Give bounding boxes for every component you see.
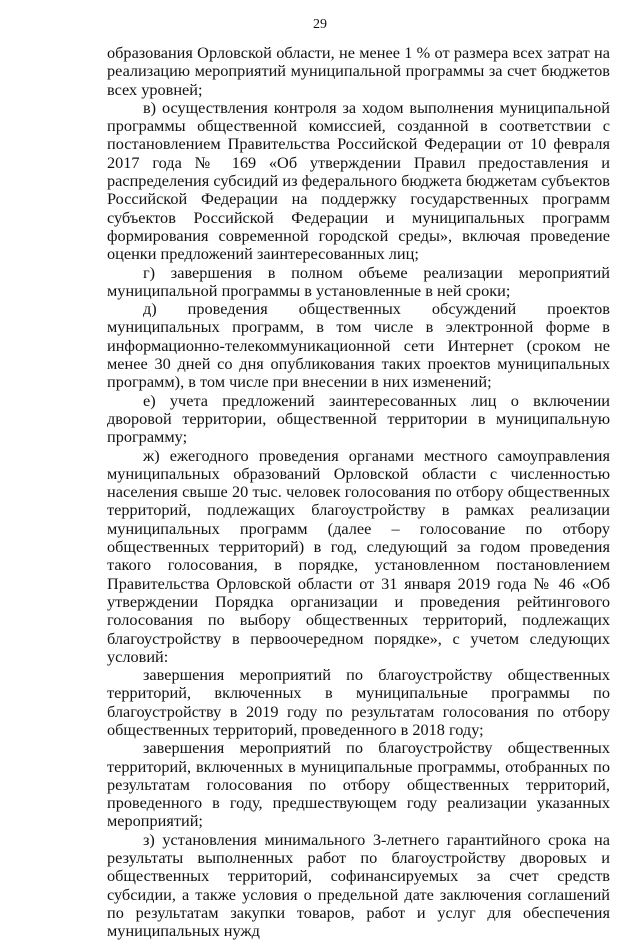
paragraph-item-d: д) проведения общественных обсуждений проектов муниципальных программ, в том числе в электронной форме в информационно-телекоммуникационной сети Интернет (сроком не менее 30 дней со дня опубликования таких проектов муниципальных программ), в том числе при внесении в них изменений; (107, 299, 610, 392)
paragraph-item-z: з) установления минимального 3-летнего гарантийного срока на результаты выполненных работ по благоустройству дворовых и общественных территорий, софинансируемых за счет средств субсидии, а также условия о предельной дате заключения соглашений по результатам закупки товаров, работ и услуг для обеспечения муниципальных нужд (107, 829, 610, 941)
paragraph-item-zh: ж) ежегодного проведения органами местного самоуправления муниципальных образований Орловской области с численностью населения свыше 20 тыс. человек голосования по отбору общественных территорий, подлежащих благоустройству в рамках реализации муниципальных программ (далее – голосование по отбору общественных территорий) в год, следующий за годом проведения такого голосования, в порядке, установленном постановлением Правительства Орловской области от 31 января 2019 года № 46 «Об утверждении Порядка организации и проведения рейтингового голосования по выбору общественных территорий, подлежащих благоустройству в первоочередном порядке», с учетом следующих условий: (107, 445, 610, 666)
paragraph-condition-2: завершения мероприятий по благоустройству общественных территорий, включенных в муниципальные программы, отобранных по результатам голосования по отбору общественных территорий, проведенного в году, предшествующем году реализации указанных мероприятий; (107, 738, 610, 831)
page-number: 29 (313, 17, 327, 32)
paragraph-item-g: г) завершения в полном объеме реализации мероприятий муниципальной программы в установленные в ней сроки; (107, 262, 610, 300)
paragraph-item-e: е) учета предложений заинтересованных лиц о включении дворовой территории, общественной территории в муниципальную программу; (107, 390, 610, 447)
document-body (107, 44, 610, 941)
paragraph-continuation: образования Орловской области, не менее 1 % от размера всех затрат на реализацию мероприятий муниципальной программы за счет бюджетов всех уровней; (107, 43, 610, 99)
paragraph-item-v: в) осуществления контроля за ходом выполнения муниципальной программы общественной комиссией, созданной в соответствии с постановлением Правительства Российской Федерации от 10 февраля 2017 года № 169 «Об утверждении Правил предоставления и распределения субсидий из федерального бюджета бюджетам субъектов Российской Федерации на поддержку государственных программ субъектов Российской Федерации и муниципальных программ формирования современной городской среды», включая проведение оценки предложений заинтересованных лиц; (107, 97, 610, 264)
paragraph-condition-1: завершения мероприятий по благоустройству общественных территорий, включенных в муниципальные программы по благоустройству в 2019 году по результатам голосования по отбору общественных территорий, проведенного в 2018 году; (107, 665, 610, 739)
